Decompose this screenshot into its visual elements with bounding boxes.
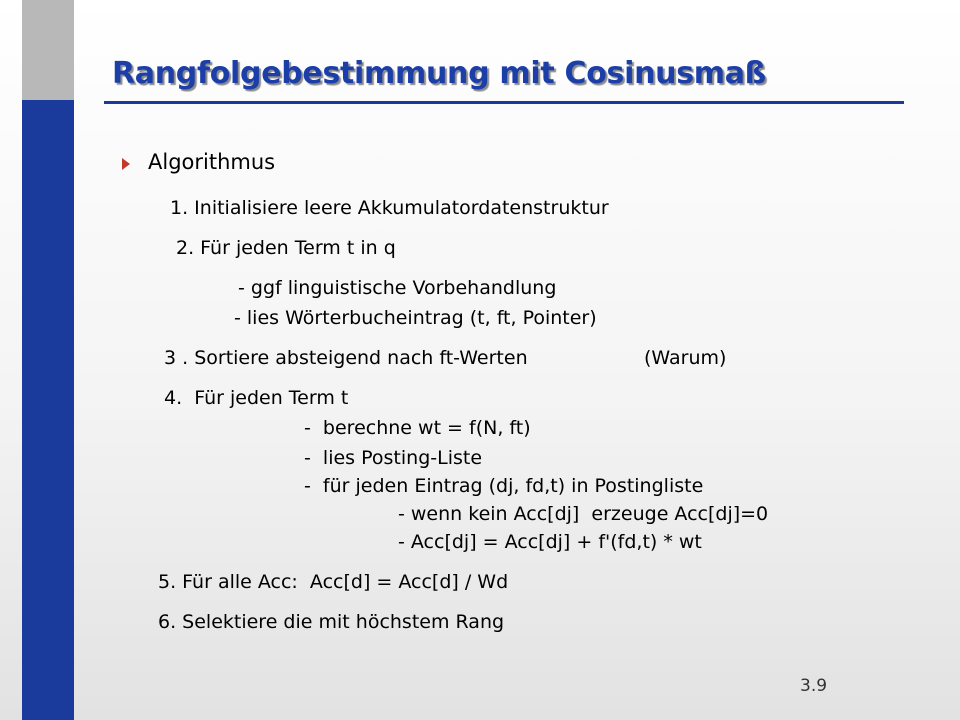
- step-4-sub-2: - lies Posting-Liste: [304, 447, 483, 469]
- sidebar-gray-block: [22, 0, 74, 100]
- step-4-sub-1: - berechne wt = f(N, ft): [304, 417, 531, 439]
- step-2: 2. Für jeden Term t in q: [176, 237, 396, 259]
- bullet-heading: Algorithmus: [148, 150, 276, 174]
- slide-title: Rangfolgebestimmung mit Cosinusmaß: [112, 56, 766, 91]
- step-5: 5. Für alle Acc: Acc[d] = Acc[d] / Wd: [158, 571, 509, 593]
- triangle-right-icon: [122, 158, 130, 170]
- step-1: 1. Initialisiere leere Akkumulatordatenstruktur: [170, 197, 609, 219]
- step-4-sub-3-a: - wenn kein Acc[dj] erzeuge Acc[dj]=0: [398, 503, 769, 525]
- step-2-sub-2: - lies Wörterbucheintrag (t, ft, Pointer): [234, 307, 597, 329]
- step-4-sub-3: - für jeden Eintrag (dj, fd,t) in Postingliste: [304, 475, 704, 497]
- step-3-note: (Warum): [644, 347, 727, 369]
- title-underline: [104, 101, 904, 104]
- step-2-sub-1: - ggf linguistische Vorbehandlung: [238, 277, 557, 299]
- step-6: 6. Selektiere die mit höchstem Rang: [158, 611, 505, 633]
- step-4: 4. Für jeden Term t: [164, 387, 349, 409]
- step-3: 3 . Sortiere absteigend nach ft-Werten: [164, 347, 528, 369]
- sidebar-blue-block: [22, 100, 74, 720]
- step-4-sub-3-b: - Acc[dj] = Acc[dj] + f'(fd,t) * wt: [398, 531, 702, 553]
- page-number: 3.9: [800, 676, 828, 696]
